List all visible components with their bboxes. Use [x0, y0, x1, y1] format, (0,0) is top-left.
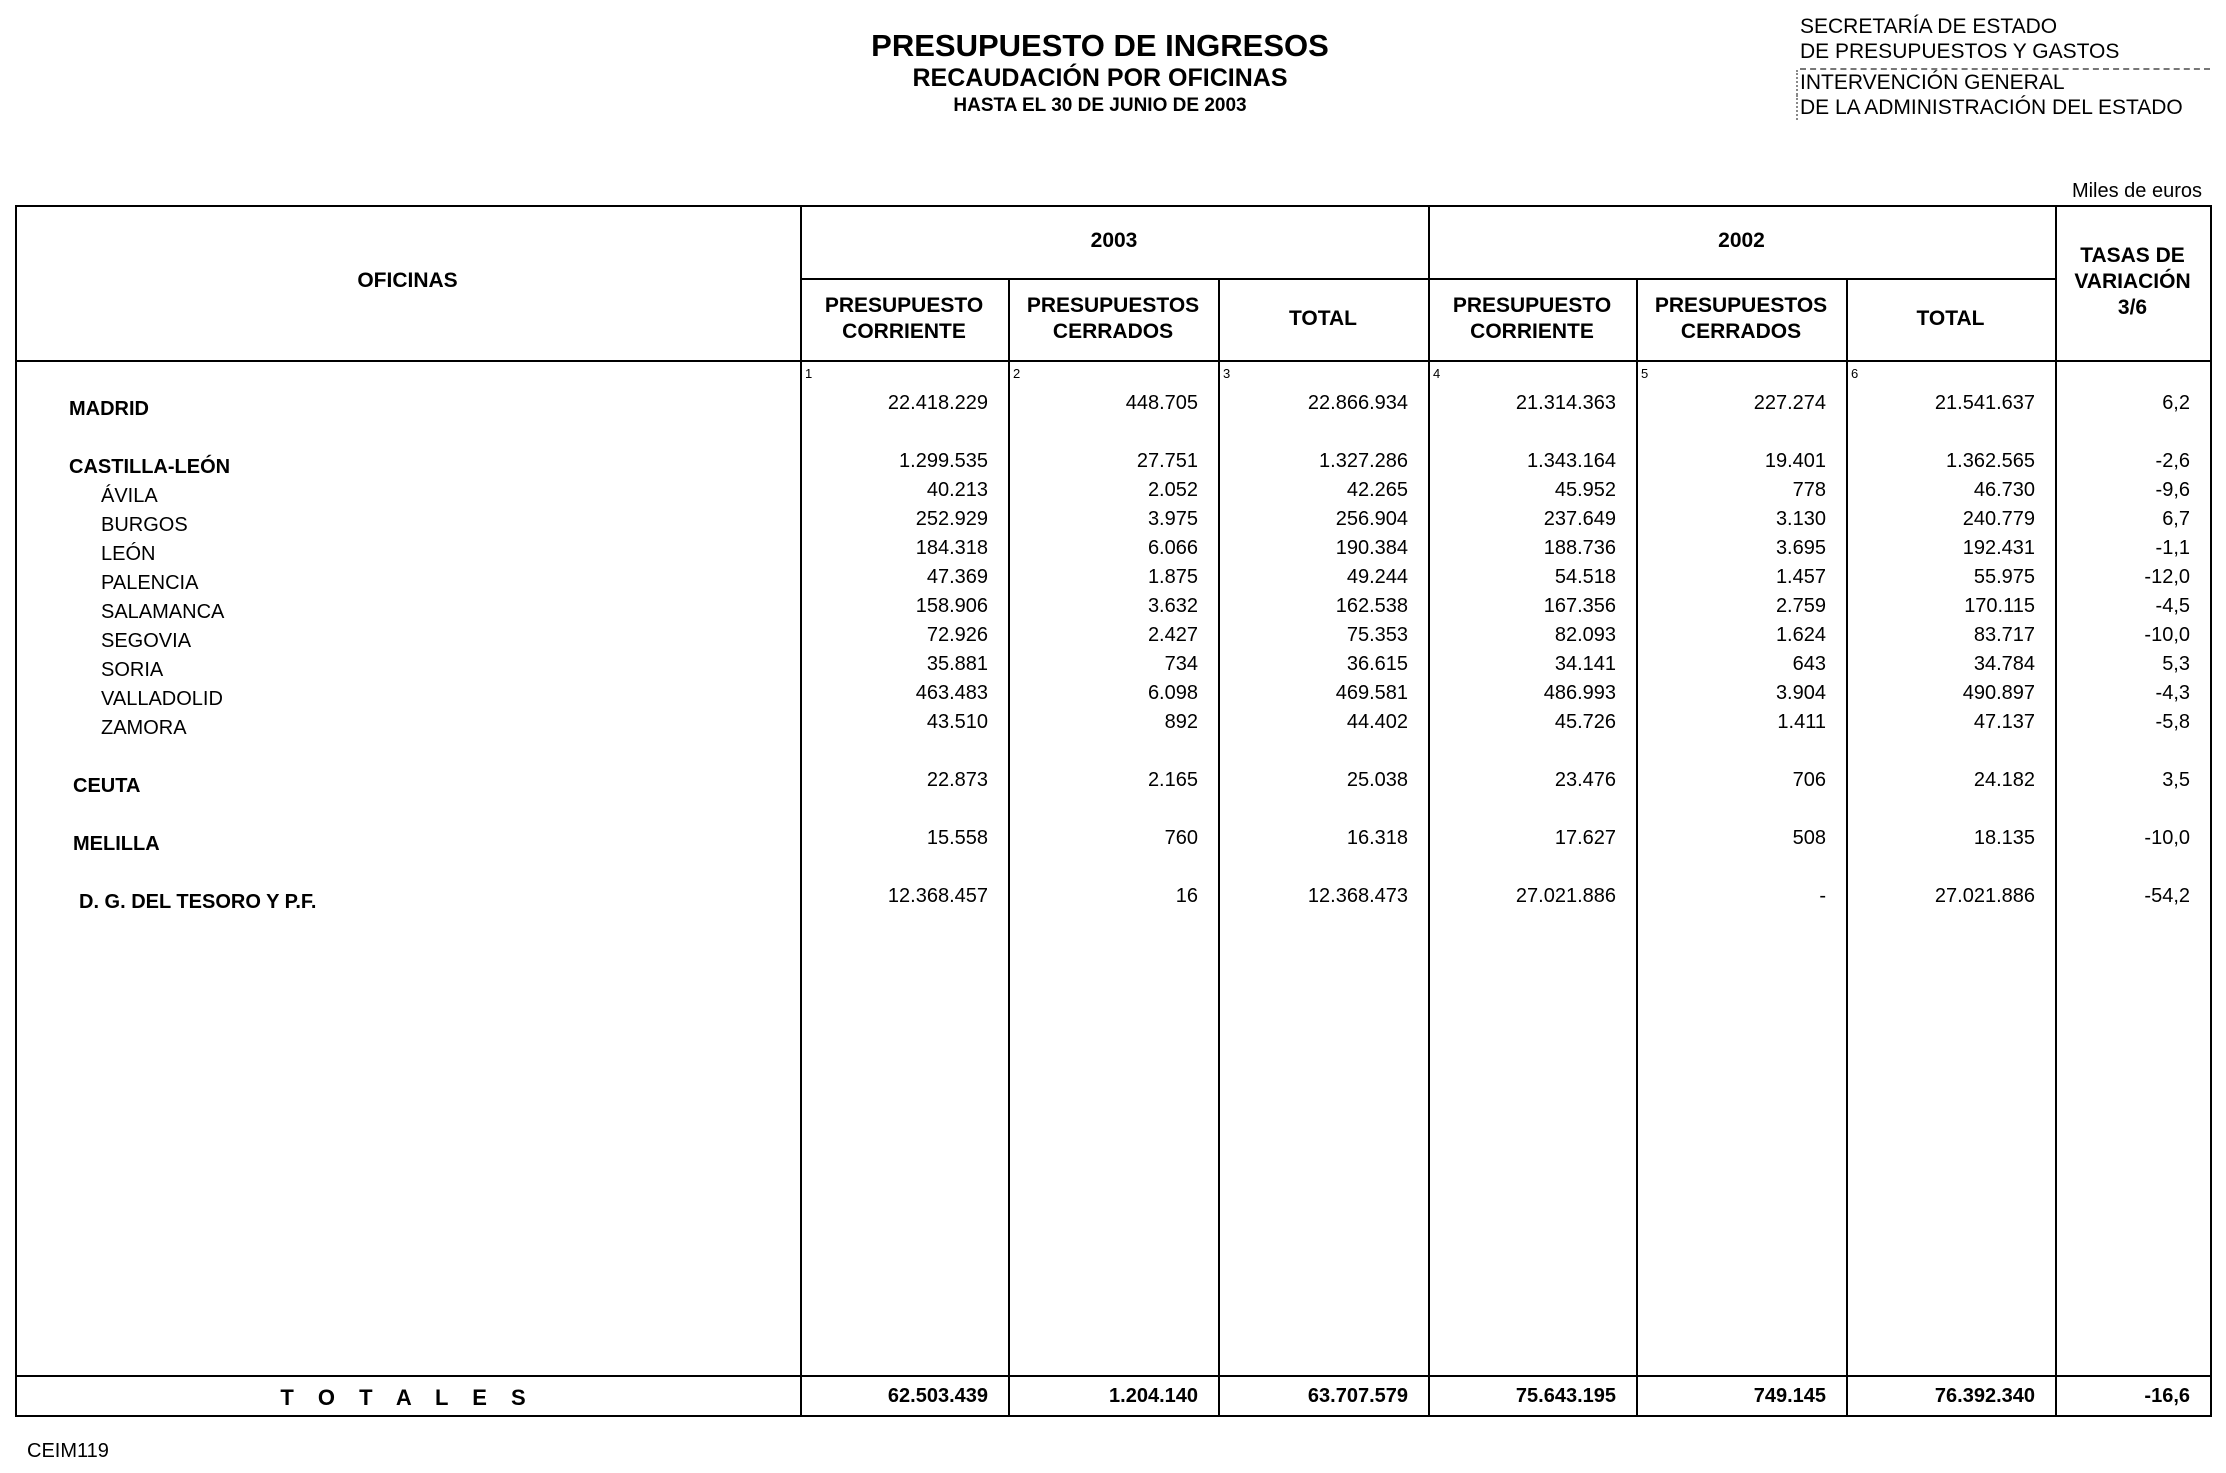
- row-value: 892: [1164, 711, 1198, 733]
- row-value: 778: [1792, 479, 1826, 501]
- row-value: -10,0: [2144, 827, 2190, 849]
- row-value: 17.627: [1554, 827, 1616, 849]
- row-value: 706: [1792, 769, 1826, 791]
- header-pres-corriente-2003: [800, 293, 1008, 345]
- row-value: 27.021.886: [1515, 885, 1616, 907]
- row-value: 46.730: [1973, 479, 2035, 501]
- row-value: -5,8: [2155, 711, 2190, 733]
- row-value: 6,7: [2162, 508, 2190, 530]
- row-value: 6.098: [1147, 682, 1198, 704]
- row-value: 54.518: [1554, 566, 1616, 588]
- footer-code: CEIM119: [27, 1440, 109, 1462]
- table-row: [0, 827, 2226, 863]
- row-value: 1.299.535: [899, 450, 988, 472]
- row-value: 3.632: [1147, 595, 1198, 617]
- totals-value: 1.204.140: [1109, 1385, 1198, 1407]
- row-value: 45.952: [1554, 479, 1616, 501]
- row-value: 2.052: [1147, 479, 1198, 501]
- row-label: LEÓN: [101, 543, 156, 565]
- column-number: 6: [1851, 366, 1859, 381]
- row-value: 2.759: [1775, 595, 1826, 617]
- row-value: 22.866.934: [1307, 392, 1408, 414]
- report-title: PRESUPUESTO DE INGRESOS: [871, 28, 1329, 63]
- row-value: 192.431: [1962, 537, 2035, 559]
- row-value: -54,2: [2144, 885, 2190, 907]
- row-value: 162.538: [1335, 595, 1408, 617]
- row-value: 27.751: [1136, 450, 1198, 472]
- row-value: 237.649: [1543, 508, 1616, 530]
- row-label: VALLADOLID: [101, 688, 223, 710]
- column-number: 3: [1223, 366, 1231, 381]
- row-value: 18.135: [1973, 827, 2035, 849]
- row-value: 252.929: [915, 508, 988, 530]
- table-row: [0, 392, 2226, 428]
- row-label: PALENCIA: [101, 572, 199, 594]
- row-value: 1.362.565: [1946, 450, 2035, 472]
- row-label: SORIA: [101, 659, 164, 681]
- row-value: 42.265: [1346, 479, 1408, 501]
- row-label: ÁVILA: [101, 485, 158, 507]
- row-value: 35.881: [926, 653, 988, 675]
- col-divider-7: [2055, 205, 2057, 1417]
- row-label: MELILLA: [73, 833, 160, 855]
- row-value: 1.343.164: [1527, 450, 1616, 472]
- row-value: 75.353: [1346, 624, 1408, 646]
- units-label: Miles de euros: [2071, 180, 2202, 202]
- row-value: 184.318: [915, 537, 988, 559]
- row-value: 240.779: [1962, 508, 2035, 530]
- row-value: -: [1819, 885, 1826, 907]
- row-label: ZAMORA: [101, 717, 187, 739]
- header-bottom-line: [15, 360, 2212, 362]
- header-text-line: CERRADOS: [1680, 320, 1802, 343]
- row-label: SALAMANCA: [101, 601, 225, 623]
- table-row: [0, 711, 2226, 747]
- row-value: 3.130: [1775, 508, 1826, 530]
- row-value: 6,2: [2162, 392, 2190, 414]
- row-value: -1,1: [2155, 537, 2190, 559]
- report-period: HASTA EL 30 DE JUNIO DE 2003: [953, 95, 1247, 116]
- table-bottom-border: [15, 1415, 2212, 1417]
- row-value: 43.510: [926, 711, 988, 733]
- totals-value: 75.643.195: [1515, 1385, 1616, 1407]
- row-value: 34.784: [1973, 653, 2035, 675]
- report-title-block: [700, 28, 1500, 119]
- row-label: D. G. DEL TESORO Y P.F.: [79, 891, 317, 913]
- row-value: 486.993: [1543, 682, 1616, 704]
- row-value: 170.115: [1964, 595, 2035, 617]
- totals-value: 63.707.579: [1307, 1385, 1408, 1407]
- row-label: BURGOS: [101, 514, 188, 536]
- header-text-line: PRESUPUESTO: [824, 294, 984, 317]
- row-value: -4,3: [2155, 682, 2190, 704]
- header-year-2002: 2002: [1718, 229, 1765, 252]
- row-value: 83.717: [1973, 624, 2035, 646]
- totals-value: -16,6: [2144, 1385, 2190, 1407]
- row-value: 448.705: [1125, 392, 1198, 414]
- agency-line-1: SECRETARÍA DE ESTADO: [1800, 15, 2058, 38]
- row-value: 2.165: [1147, 769, 1198, 791]
- row-value: -2,6: [2155, 450, 2190, 472]
- row-value: 22.418.229: [887, 392, 988, 414]
- header-text-line: PRESUPUESTOS: [1654, 294, 1828, 317]
- table-left-border: [15, 205, 17, 1417]
- row-value: 40.213: [926, 479, 988, 501]
- row-value: 23.476: [1554, 769, 1616, 791]
- header-year-2003: 2003: [1090, 229, 1138, 252]
- row-value: 16.318: [1346, 827, 1408, 849]
- row-value: 6.066: [1147, 537, 1198, 559]
- header-text-line: PRESUPUESTOS: [1026, 294, 1200, 317]
- row-label: CASTILLA-LEÓN: [69, 456, 231, 478]
- row-value: 188.736: [1543, 537, 1616, 559]
- row-value: -10,0: [2144, 624, 2190, 646]
- table-right-border: [2210, 205, 2212, 1417]
- row-value: 760: [1164, 827, 1198, 849]
- row-value: 47.137: [1973, 711, 2035, 733]
- row-value: -4,5: [2155, 595, 2190, 617]
- row-value: 21.541.637: [1934, 392, 2035, 414]
- row-value: 34.141: [1554, 653, 1616, 675]
- row-value: 643: [1792, 653, 1826, 675]
- agency-line-4: DE LA ADMINISTRACIÓN DEL ESTADO: [1796, 95, 2210, 120]
- row-value: 22.873: [926, 769, 988, 791]
- row-value: 3.904: [1775, 682, 1826, 704]
- row-value: 227.274: [1753, 392, 1826, 414]
- row-value: 5,3: [2162, 653, 2190, 675]
- header-pres-cerrados-2003: [1008, 293, 1218, 345]
- header-text-line: TASAS DE: [2080, 244, 2185, 267]
- row-label: SEGOVIA: [101, 630, 192, 652]
- row-value: -12,0: [2144, 566, 2190, 588]
- row-value: 21.314.363: [1515, 392, 1616, 414]
- header-oficinas: OFICINAS: [357, 269, 458, 292]
- column-number: 4: [1433, 366, 1441, 381]
- row-value: 3,5: [2162, 769, 2190, 791]
- totals-value: 749.145: [1753, 1385, 1826, 1407]
- row-value: 44.402: [1346, 711, 1408, 733]
- row-value: 36.615: [1346, 653, 1408, 675]
- totals-label: T O T A L E S: [280, 1385, 535, 1410]
- agency-line-3: INTERVENCIÓN GENERAL: [1796, 70, 2210, 95]
- row-value: 490.897: [1962, 682, 2035, 704]
- row-value: 2.427: [1147, 624, 1198, 646]
- header-total-2002: TOTAL: [1916, 307, 1985, 330]
- row-value: 45.726: [1554, 711, 1616, 733]
- table-top-border: [15, 205, 2212, 207]
- header-total-2003: TOTAL: [1288, 307, 1358, 330]
- row-value: 19.401: [1764, 450, 1826, 472]
- totals-value: 62.503.439: [887, 1385, 988, 1407]
- header-text-line: VARIACIÓN: [2074, 270, 2191, 293]
- table-row: [0, 885, 2226, 921]
- row-value: 158.906: [915, 595, 988, 617]
- row-value: 47.369: [926, 566, 988, 588]
- row-value: 1.875: [1147, 566, 1198, 588]
- row-value: 15.558: [926, 827, 988, 849]
- row-value: 27.021.886: [1934, 885, 2035, 907]
- header-pres-corriente-2002: [1428, 293, 1636, 345]
- header-tasas-variacion: [2055, 243, 2210, 321]
- row-value: 12.368.473: [1307, 885, 1408, 907]
- header-pres-cerrados-2002: [1636, 293, 1846, 345]
- row-value: 1.327.286: [1319, 450, 1408, 472]
- row-value: -9,6: [2155, 479, 2190, 501]
- row-value: 463.483: [915, 682, 988, 704]
- row-value: 508: [1792, 827, 1826, 849]
- report-subtitle: RECAUDACIÓN POR OFICINAS: [912, 64, 1288, 92]
- row-value: 25.038: [1346, 769, 1408, 791]
- col-divider-4: [1428, 205, 1430, 1417]
- row-value: 49.244: [1346, 566, 1408, 588]
- row-value: 12.368.457: [887, 885, 988, 907]
- row-value: 469.581: [1335, 682, 1408, 704]
- agency-block: [1800, 14, 2210, 120]
- header-text-line: CORRIENTE: [1470, 320, 1594, 343]
- row-value: 24.182: [1973, 769, 2035, 791]
- totals-value: 76.392.340: [1934, 1385, 2035, 1407]
- row-value: 3.975: [1147, 508, 1198, 530]
- row-value: 3.695: [1775, 537, 1826, 559]
- col-divider-1: [800, 205, 802, 1417]
- header-text-line: CERRADOS: [1052, 320, 1174, 343]
- row-label: MADRID: [69, 398, 149, 420]
- table-row: [0, 769, 2226, 805]
- header-text-line: PRESUPUESTO: [1452, 294, 1612, 317]
- row-value: 1.411: [1777, 711, 1826, 733]
- row-value: 256.904: [1335, 508, 1408, 530]
- row-value: 16: [1175, 885, 1198, 907]
- row-value: 55.975: [1973, 566, 2035, 588]
- row-value: 167.356: [1543, 595, 1616, 617]
- row-value: 190.384: [1335, 537, 1408, 559]
- column-number: 1: [805, 366, 813, 381]
- column-number: 5: [1641, 366, 1649, 381]
- header-text-line: 3/6: [2117, 296, 2148, 319]
- row-value: 1.624: [1775, 624, 1826, 646]
- row-value: 82.093: [1554, 624, 1616, 646]
- header-text-line: CORRIENTE: [842, 320, 966, 343]
- row-value: 1.457: [1775, 566, 1826, 588]
- totals-top-line: [15, 1375, 2212, 1377]
- row-label: CEUTA: [73, 775, 141, 797]
- row-value: 734: [1164, 653, 1198, 675]
- column-number: 2: [1013, 366, 1021, 381]
- agency-line-2: DE PRESUPUESTOS Y GASTOS: [1800, 40, 2120, 63]
- row-value: 72.926: [926, 624, 988, 646]
